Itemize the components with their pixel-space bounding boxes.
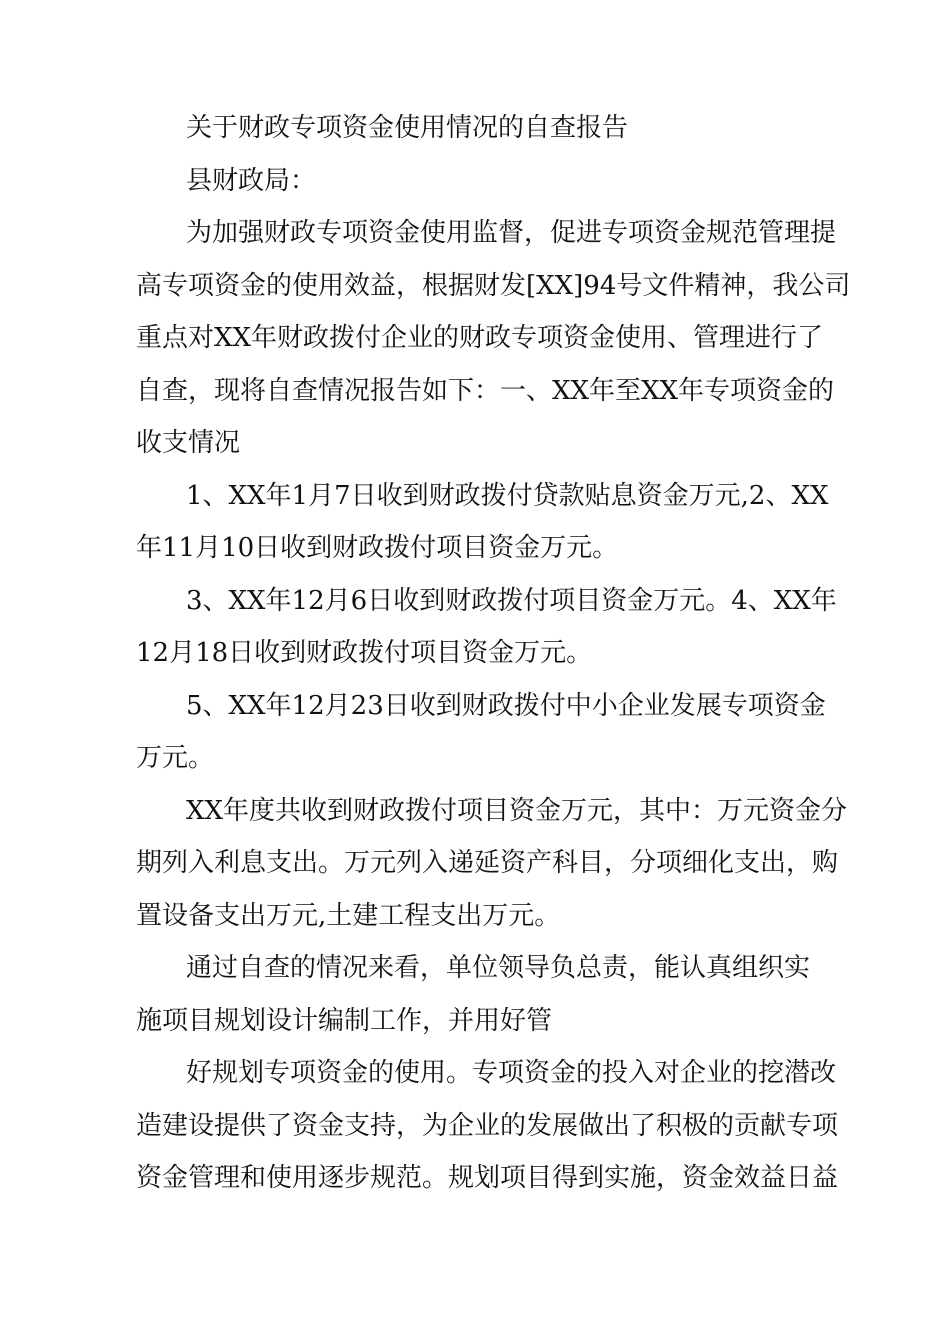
paragraph-line: XX年度共收到财政拨付项目资金万元，其中：万元资金分 [186, 796, 848, 826]
paragraph-line: 1、XX年1月7日收到财政拨付贷款贴息资金万元,2、XX [186, 481, 829, 511]
paragraph-line: 收支情况 [136, 428, 241, 458]
paragraph-line: 期列入利息支出。万元列入递延资产科目，分项细化支出，购 [136, 848, 839, 878]
paragraph-line: 5、XX年12月23日收到财政拨付中小企业发展专项资金 [186, 691, 826, 721]
paragraph-line: 万元。 [136, 743, 215, 773]
paragraph-line: 置设备支出万元,土建工程支出万元。 [136, 901, 561, 931]
paragraph-line: 重点对XX年财政拨付企业的财政专项资金使用、管理进行了 [136, 323, 824, 353]
paragraph-line: 好规划专项资金的使用。专项资金的投入对企业的挖潜改 [186, 1058, 837, 1088]
paragraph-line: 为加强财政专项资金使用监督，促进专项资金规范管理提 [186, 218, 837, 248]
paragraph-line: 造建设提供了资金支持，为企业的发展做出了积极的贡献专项 [136, 1111, 839, 1141]
paragraph-line: 3、XX年12月6日收到财政拨付项目资金万元。4、XX年 [186, 586, 837, 616]
paragraph-line: 12月18日收到财政拨付项目资金万元。 [136, 638, 593, 668]
paragraph-line: 施项目规划设计编制工作，并用好管 [136, 1006, 553, 1036]
paragraph-line: 资金管理和使用逐步规范。规划项目得到实施，资金效益日益 [136, 1163, 839, 1193]
salutation: 县财政局： [186, 166, 317, 196]
document-title: 关于财政专项资金使用情况的自查报告 [186, 113, 629, 143]
paragraph-line: 通过自查的情况来看，单位领导负总责，能认真组织实 [186, 953, 811, 983]
paragraph-line: 自查，现将自查情况报告如下：一、XX年至XX年专项资金的 [136, 376, 835, 406]
paragraph-line: 年11月10日收到财政拨付项目资金万元。 [136, 533, 619, 563]
paragraph-line: 高专项资金的使用效益，根据财发[XX]94号文件精神，我公司 [136, 271, 851, 301]
